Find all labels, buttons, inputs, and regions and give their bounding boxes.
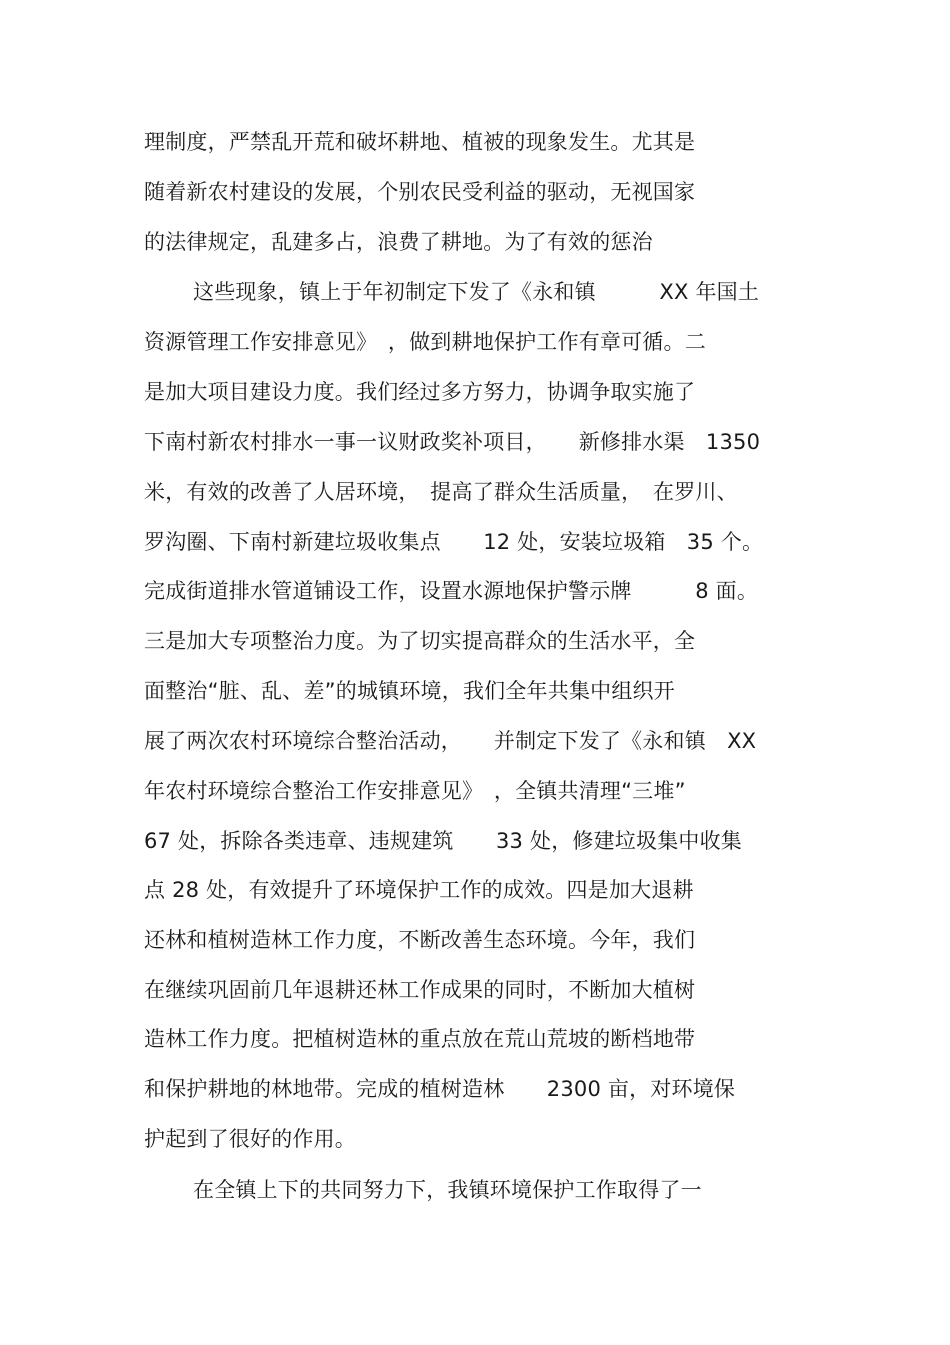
paragraph-line: 的法律规定，乱建多占，浪费了耕地。为了有效的惩治: [144, 230, 653, 254]
paragraph-line: 67 处，拆除各类违章、违规建筑 33 处，修建垃圾集中收集: [144, 829, 742, 853]
paragraph-line: 完成街道排水管道铺设工作，设置水源地保护警示牌 8 面。: [144, 579, 759, 603]
paragraph-line: 在全镇上下的共同努力下，我镇环境保护工作取得了一: [193, 1178, 702, 1202]
paragraph-line: 护起到了很好的作用。: [144, 1127, 356, 1151]
paragraph-line: 在继续巩固前几年退耕还林工作成果的同时，不断加大植树: [144, 978, 696, 1002]
paragraph-line: 随着新农村建设的发展，个别农民受利益的驱动，无视国家: [144, 180, 696, 204]
paragraph-line: 还林和植树造林工作力度，不断改善生态环境。今年，我们: [144, 928, 696, 952]
paragraph-line: 造林工作力度。把植树造林的重点放在荒山荒坡的断档地带: [144, 1027, 696, 1051]
paragraph-line: 年农村环境综合整治工作安排意见》 ，全镇共清理“三堆”: [144, 779, 686, 803]
paragraph-line: 面整治“脏、乱、差”的城镇环境，我们全年共集中组织开: [144, 679, 675, 703]
paragraph-line: 是加大项目建设力度。我们经过多方努力，协调争取实施了: [144, 380, 696, 404]
paragraph-line: 下南村新农村排水一事一议财政奖补项目， 新修排水渠 1350: [144, 430, 761, 454]
paragraph-line: 点 28 处，有效提升了环境保护工作的成效。四是加大退耕: [144, 878, 694, 902]
paragraph-line: 资源管理工作安排意见》 ，做到耕地保护工作有章可循。二: [144, 330, 706, 354]
paragraph-line: 三是加大专项整治力度。为了切实提高群众的生活水平，全: [144, 629, 696, 653]
paragraph-line: 展了两次农村环境综合整治活动， 并制定下发了《永和镇 XX: [144, 729, 757, 753]
paragraph-line: 和保护耕地的林地带。完成的植树造林 2300 亩，对环境保: [144, 1077, 736, 1101]
paragraph-line: 理制度，严禁乱开荒和破坏耕地、植被的现象发生。尤其是: [144, 130, 696, 154]
paragraph-line: 罗沟圈、下南村新建垃圾收集点 12 处，安装垃圾箱 35 个。: [144, 530, 764, 554]
paragraph-line: 米，有效的改善了人居环境， 提高了群众生活质量， 在罗川、: [144, 480, 738, 504]
paragraph-line: 这些现象，镇上于年初制定下发了《永和镇 XX 年国土: [193, 280, 760, 304]
